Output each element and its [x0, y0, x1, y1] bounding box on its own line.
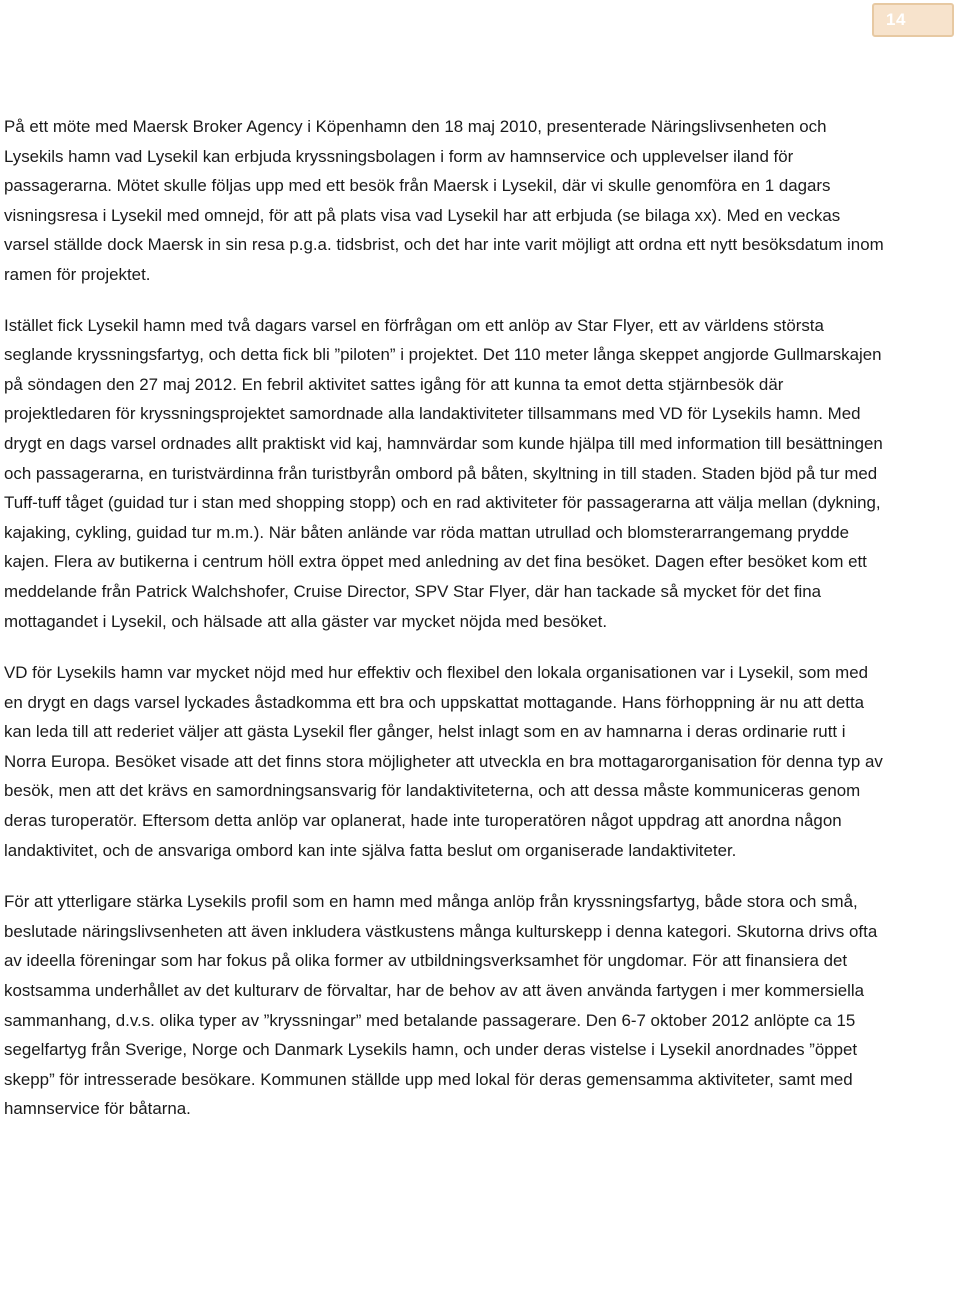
page-number: 14 [886, 10, 906, 29]
document-body [4, 112, 884, 1146]
paragraph-maersk-meeting: På ett möte med Maersk Broker Agency i Köpenhamn den 18 maj 2010, presenterade Näringslivsenheten och Lysekils hamn vad Lysekil kan erbjuda kryssningsbolagen i form av hamnservice och upplevelser iland för passagerarna. Mötet skulle följas upp med ett besök från Maersk i Lysekil, där vi skulle genomföra en 1 dagars visningsresa i Lysekil med omnejd, för att på plats visa vad Lysekil har att erbjuda (se bilaga xx). Med en veckas varsel ställde dock Maersk in sin resa p.g.a. tidsbrist, och det har inte varit möjligt att ordna ett nytt besöksdatum inom ramen för projektet. [4, 117, 884, 284]
paragraph-harbour-ceo-assessment: VD för Lysekils hamn var mycket nöjd med hur effektiv och flexibel den lokala organisationen var i Lysekil, som med en drygt en dags varsel lyckades åstadkomma ett bra och uppskattat mottagande. Hans förhoppning är nu att detta kan leda till att rederiet väljer att gästa Lysekil fler gånger, helst inlagt som en av hamnarna i deras ordinarie rutt i Norra Europa. Besöket visade att det finns stora möjligheter att utveckla en bra mottagarorganisation för denna typ av besök, men att det krävs en samordningsansvarig för landaktiviteterna, och att dessa måste kommuniceras genom deras turoperatör. Eftersom detta anlöp var oplanerat, hade inte turoperatören något uppdrag att anordna någon landaktivitet, och de ansvariga ombord kan inte själva fatta beslut om organiserade landaktiviteter. [4, 663, 883, 860]
paragraph-star-flyer-visit: Istället fick Lysekil hamn med två dagars varsel en förfrågan om ett anlöp av Star Flyer, ett av världens största seglande kryssningsfartyg, och detta fick bli ”piloten” i projektet. Det 110 meter långa skeppet angjorde Gullmarskajen på söndagen den 27 maj 2012. En febril aktivitet sattes igång för att kunna ta emot detta stjärnbesök där projektledaren för kryssningsprojektet samordnade alla landaktiviteter tillsammans med VD för Lysekils hamn. Med drygt en dags varsel ordnades allt praktiskt vid kaj, hamnvärdar som kunde hjälpa till med information till besättningen och passagerarna, en turistvärdinna från turistbyrån ombord på båten, skyltning in till staden. Staden bjöd på tur med Tuff-tuff tåget (guidad tur i stan med shopping stopp) och en rad aktiviteter för passagerarna att välja mellan (dykning, kajaking, cykling, guidad tur m.m.). När båten anlände var röda mattan utrullad och blomsterarrangemang prydde kajen. Flera av butikerna i centrum höll extra öppet med anledning av det fina besöket. Dagen efter besöket kom ett meddelande från Patrick Walchshofer, Cruise Director, SPV Star Flyer, där han tackade så mycket för det fina mottagandet i Lysekil, och hälsade att alla gäster var mycket nöjda med besöket. [4, 315, 883, 631]
page-number-badge [872, 3, 954, 37]
paragraph-culture-ships: För att ytterligare stärka Lysekils profil som en hamn med många anlöp från kryssningsfartyg, både stora och små, beslutade näringslivsenheten att även inkludera västkustens många kulturskepp i denna kategori. Skutorna drivs ofta av ideella föreningar som har fokus på olika former av utbildningsverksamhet för ungdomar. För att finansiera det kostsamma underhållet av det kulturarv de förvaltar, har de behov av att även använda fartygen i mer kommersiella sammanhang, d.v.s. olika typer av ”kryssningar” med betalande passagerare. Den 6-7 oktober 2012 anlöpte ca 15 segelfartyg från Sverige, Norge och Danmark Lysekils hamn, och under deras vistelse i Lysekil anordnades ”öppet skepp” för intresserade besökare. Kommunen ställde upp med lokal för deras gemensamma aktiviteter, samt med hamnservice för båtarna. [4, 892, 878, 1119]
